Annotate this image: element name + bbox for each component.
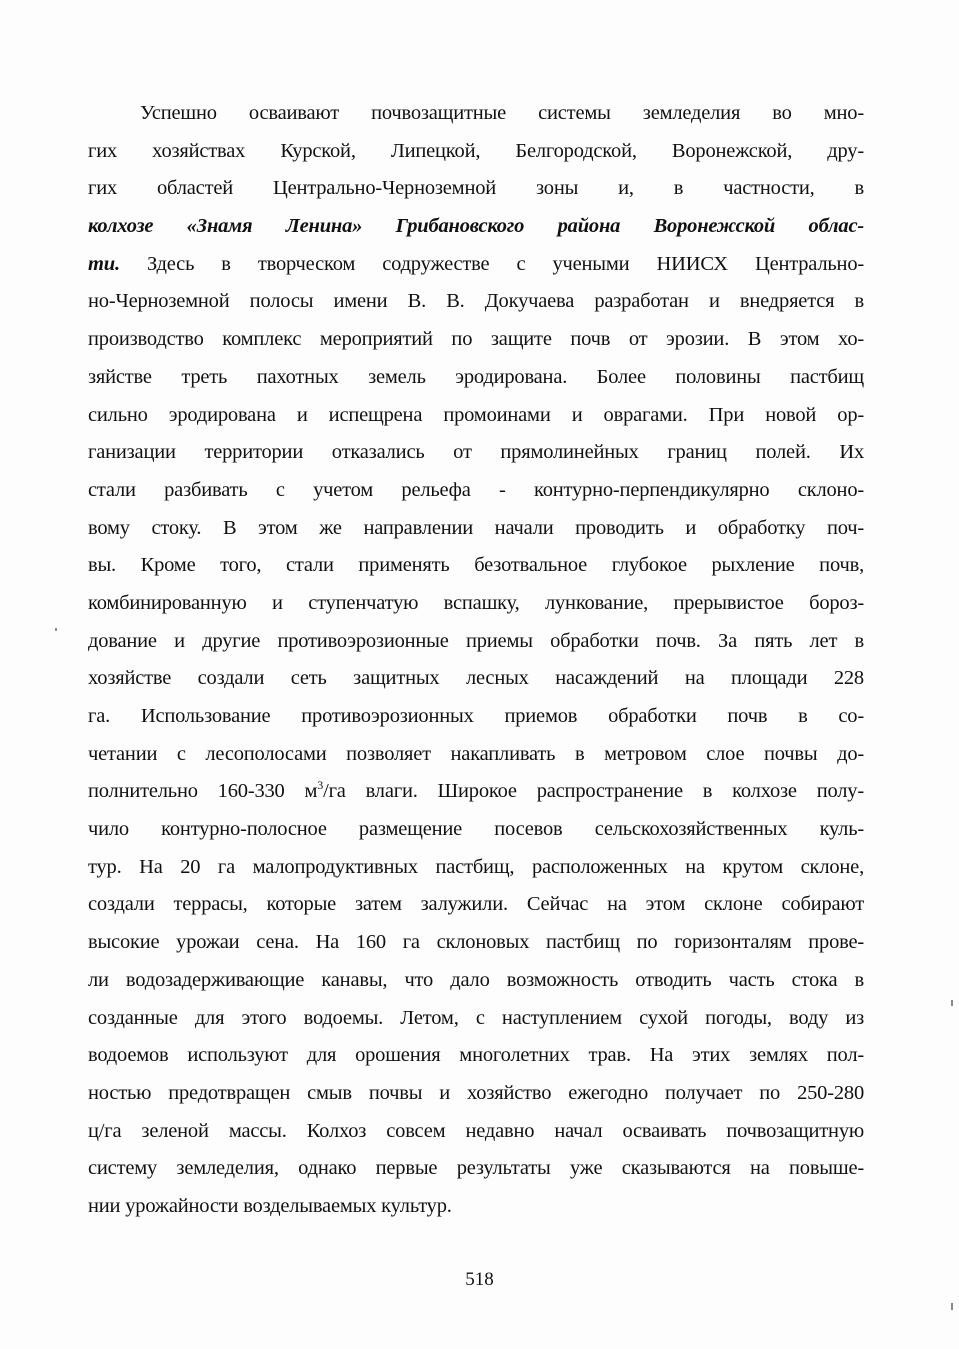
text-line: создали террасы, которые затем залужили. Сейчас на этом склоне собирают — [88, 893, 864, 916]
text-line — [88, 246, 864, 284]
scan-speck — [951, 1303, 953, 1310]
text-line: вы. Кроме того, стали применять безотвальное глубокое рыхление почв, — [88, 554, 864, 577]
text-line: стали разбивать с учетом рельефа - контурно-перпендикулярно склоно- — [88, 478, 864, 501]
text-line: Успешно осваивают почвозащитные системы земледелия во мно- — [140, 102, 864, 124]
text-line: тур. На 20 га малопродуктивных пастбищ, расположенных на крутом склоне, — [88, 855, 864, 878]
page-number: 518 — [465, 1269, 494, 1290]
text-line: хозяйстве создали сеть защитных лесных насаждений на площади 228 — [88, 667, 864, 690]
text-line: ли водозадерживающие канавы, что дало возможность отводить часть стока в — [88, 968, 864, 991]
text-line: чило контурно-полосное размещение посевов сельскохозяйственных куль- — [88, 818, 864, 841]
body-text — [88, 95, 864, 1226]
text-line: высокие урожаи сена. На 160 га склоновых пастбищ по горизонталям прове- — [88, 931, 864, 954]
text-line — [88, 773, 864, 811]
text-line: гих областей Центрально-Черноземной зоны и, в частности, в — [88, 177, 864, 200]
text-line: комбинированную и ступенчатую вспашку, лункование, прерывистое бороз- — [88, 591, 864, 614]
text-line: ганизации территории отказались от прямолинейных границ полей. Их — [88, 441, 864, 464]
emphasized-text: ти. — [88, 252, 120, 275]
text-segment: Здесь в творческом содружестве с учеными НИИСХ Центрально- — [119, 252, 864, 275]
text-line: водоемов используют для орошения многолетних трав. На этих землях пол- — [88, 1044, 864, 1067]
text-line: нии урожайности возделываемых культур. — [88, 1194, 452, 1217]
text-line: ц/га зеленой массы. Колхоз совсем недавно начал осваивать почвозащитную — [88, 1119, 864, 1142]
text-line: четании с лесополосами позволяет накапливать в метровом слое почвы до- — [88, 742, 864, 765]
text-line: производство комплекс мероприятий по защите почв от эрозии. В этом хо- — [88, 328, 864, 351]
emphasized-text-line: колхозе «Знамя Ленина» Грибановского района Воронежской облас- — [88, 215, 864, 238]
text-line: гих хозяйствах Курской, Липецкой, Белгородской, Воронежской, дру- — [88, 139, 864, 162]
text-line: систему земледелия, однако первые результаты уже сказываются на повыше- — [88, 1157, 864, 1180]
text-segment: /га влаги. Широкое распространение в колхозе полу- — [323, 780, 864, 803]
text-line: но-Черноземной полосы имени В. В. Докучаева разработан и внедряется в — [88, 290, 864, 313]
scan-speck — [951, 1000, 953, 1006]
text-line: га. Использование противоэрозионных приемов обработки почв в со- — [88, 705, 864, 727]
text-line: зяйстве треть пахотных земель эродирована. Более половины пастбищ — [88, 365, 864, 388]
text-line: сильно эродирована и испещрена промоинами и оврагами. При новой ор- — [88, 403, 864, 426]
text-line: дование и другие противоэрозионные приемы обработки почв. За пять лет в — [88, 629, 864, 652]
text-line: вому стоку. В этом же направлении начали проводить и обработку поч- — [88, 516, 864, 539]
text-line: ностью предотвращен смыв почвы и хозяйство ежегодно получает по 250-280 — [88, 1081, 864, 1104]
scan-speck — [55, 628, 57, 631]
superscript: 3 — [317, 778, 324, 793]
text-segment: полнительно 160-330 м — [88, 780, 318, 803]
text-line: созданные для этого водоемы. Летом, с наступлением сухой погоды, воду из — [88, 1006, 864, 1029]
